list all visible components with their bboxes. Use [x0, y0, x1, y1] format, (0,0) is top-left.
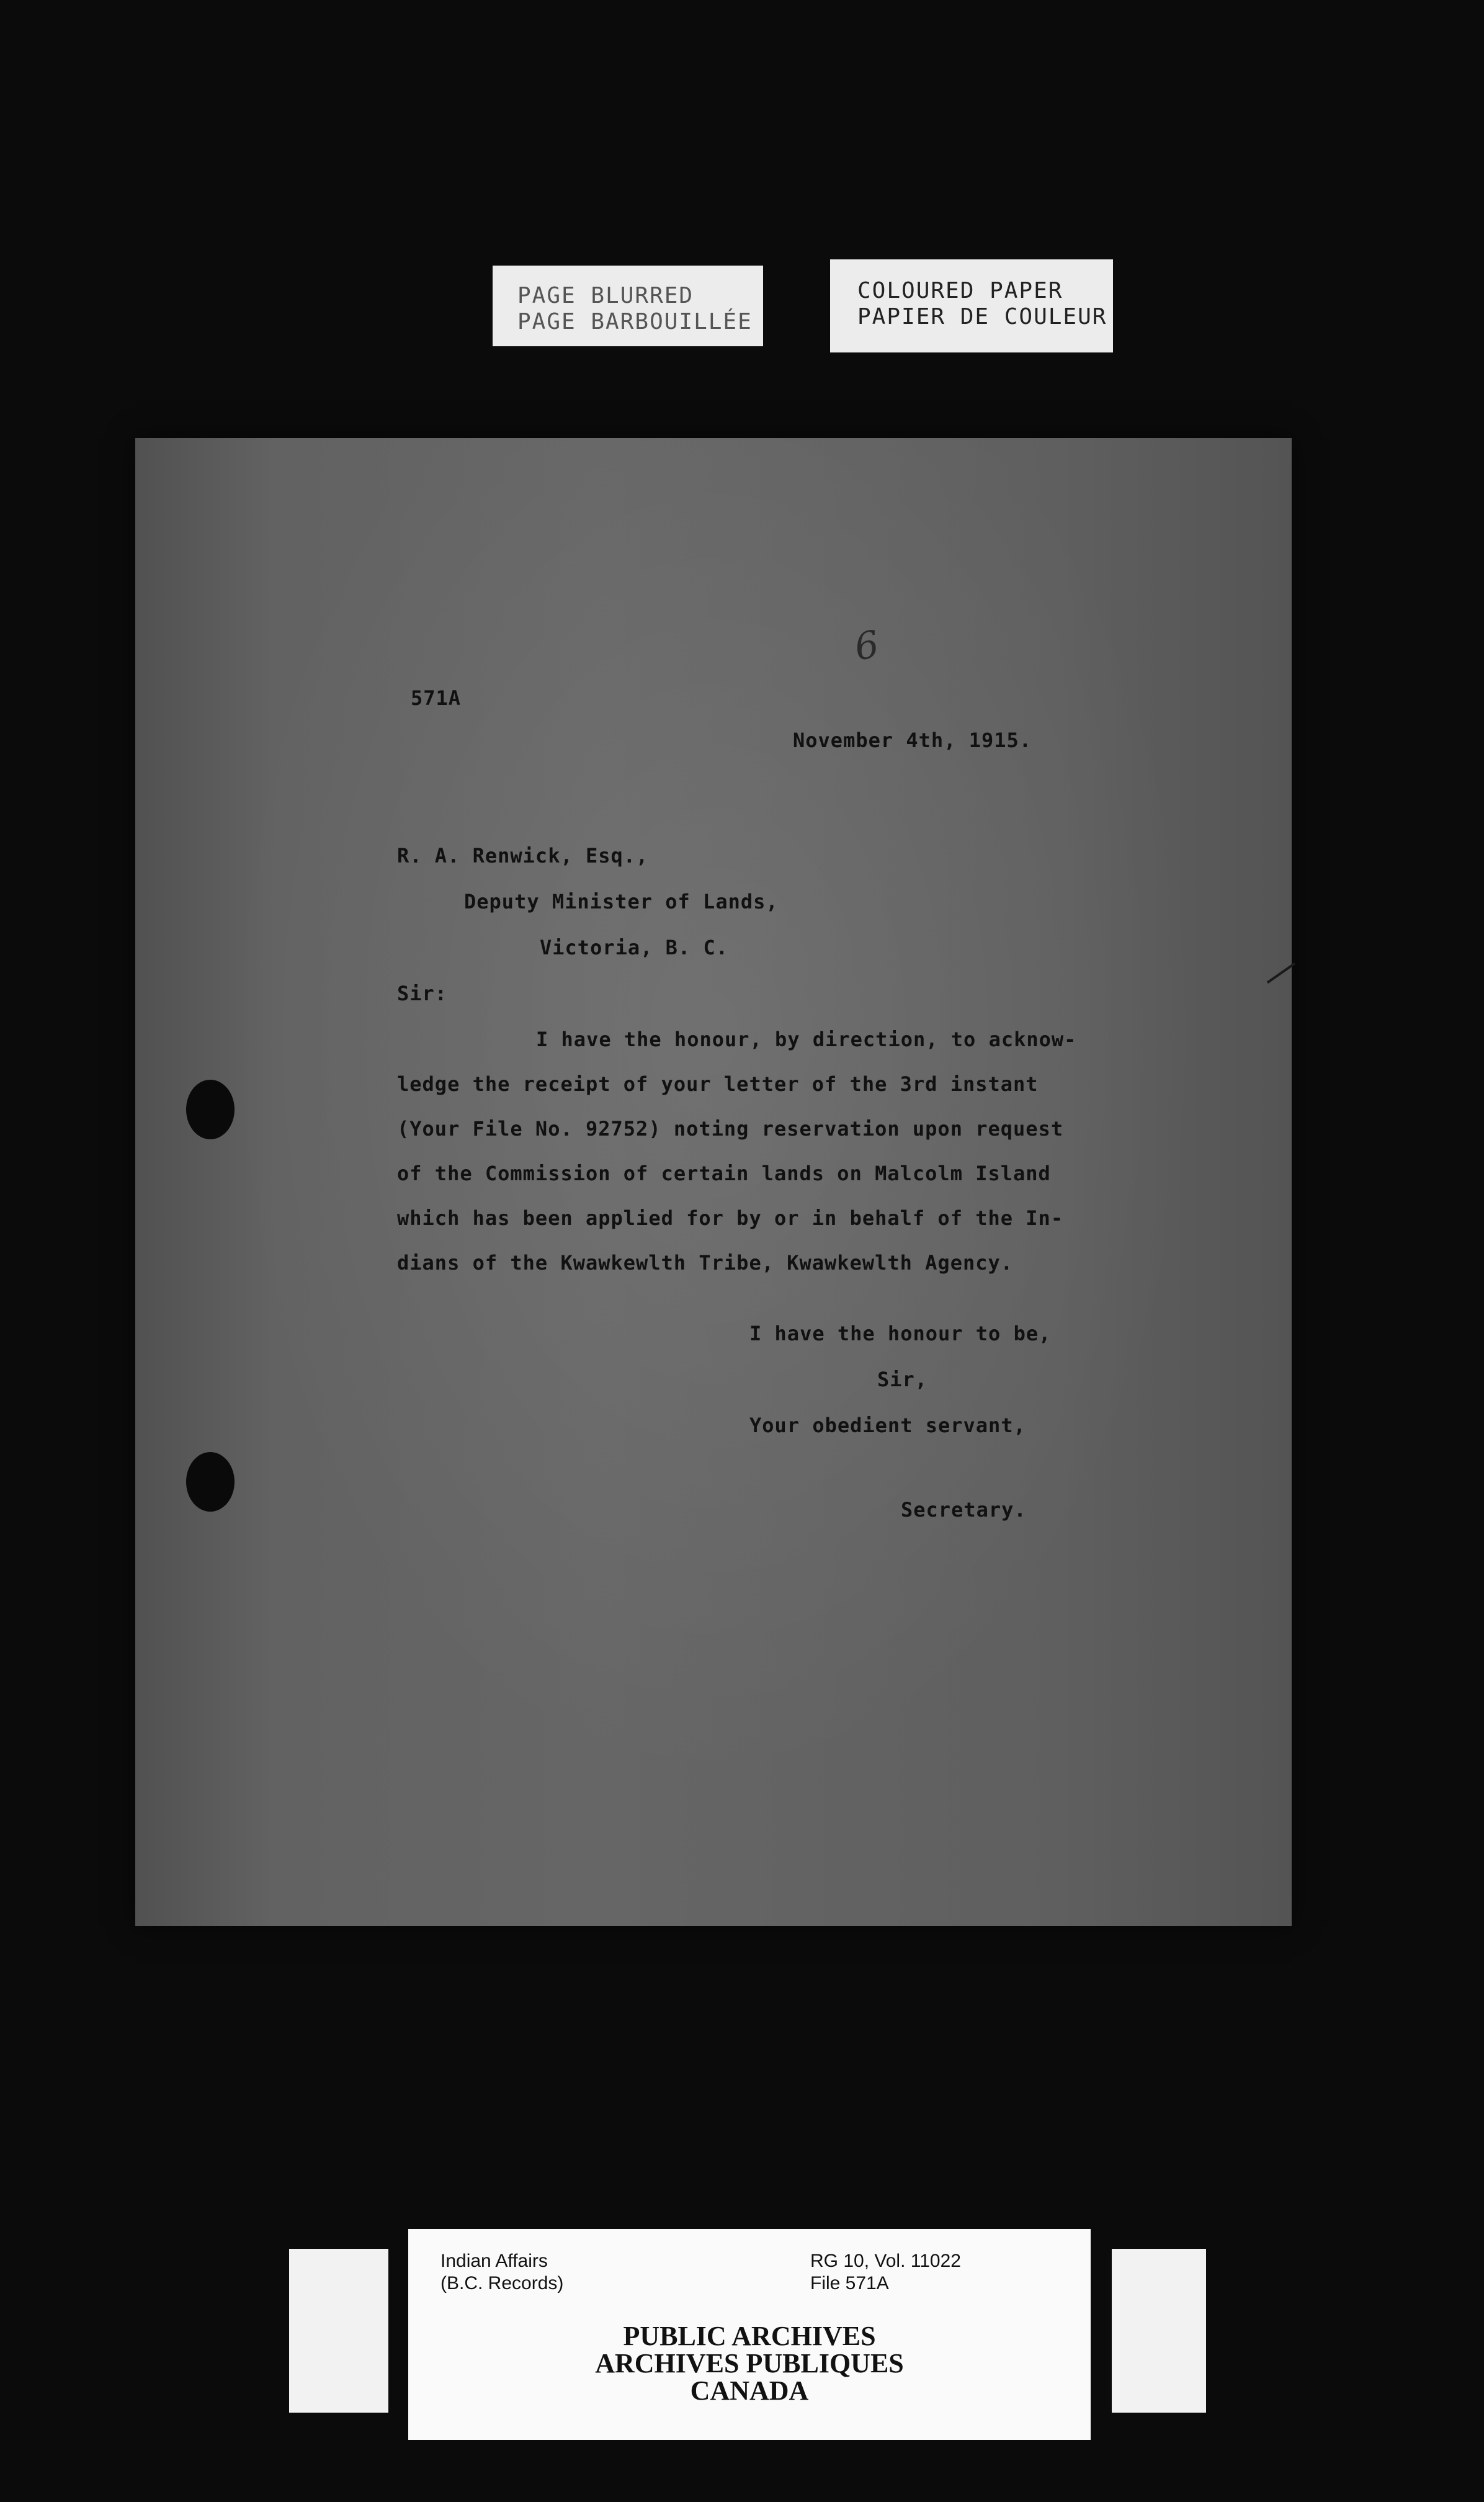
archive-slip-right-tab [1112, 2249, 1206, 2413]
label-line: PAPIER DE COULEUR [857, 304, 1107, 330]
recipient-place: Victoria, B. C. [540, 936, 728, 959]
closing-line: I have the honour to be, [749, 1322, 1052, 1345]
label-line: PAGE BARBOUILLÉE [517, 309, 753, 334]
punch-hole [186, 1452, 235, 1512]
body-line: dians of the Kwawkewlth Tribe, Kwawkewlth Agency. [397, 1251, 1014, 1275]
label-line: COLOURED PAPER [857, 278, 1063, 303]
archive-country: CANADA [690, 2375, 809, 2406]
salutation: Sir: [397, 982, 448, 1005]
body-line: of the Commission of certain lands on Malcolm Island [397, 1162, 1051, 1185]
letter-page [135, 438, 1292, 1926]
body-line: (Your File No. 92752) noting reservation upon request [397, 1117, 1064, 1141]
letter-date: November 4th, 1915. [793, 729, 1032, 752]
letter-body [397, 1028, 1129, 1296]
closing-line: Your obedient servant, [749, 1414, 1026, 1437]
body-line: ledge the receipt of your letter of the 3rd instant [397, 1072, 1039, 1096]
page-blurred-label [493, 266, 763, 346]
file-reference: 571A [411, 686, 462, 710]
handwritten-mark: 6 [851, 622, 882, 670]
archive-volume: RG 10, Vol. 11022 [810, 2251, 961, 2271]
punch-hole [186, 1080, 235, 1139]
coloured-paper-label [830, 259, 1113, 352]
recipient-title: Deputy Minister of Lands, [464, 890, 779, 913]
archive-series: (B.C. Records) [440, 2273, 564, 2294]
archive-slip [408, 2229, 1091, 2440]
signature-title: Secretary. [901, 1498, 1027, 1522]
archive-name-fr: ARCHIVES PUBLIQUES [595, 2348, 904, 2379]
archive-department: Indian Affairs [440, 2251, 548, 2271]
recipient-name: R. A. Renwick, Esq., [397, 844, 649, 868]
body-line: which has been applied for by or in behalf of the In- [397, 1206, 1064, 1230]
archive-slip-left-tab [289, 2249, 388, 2413]
label-line: PAGE BLURRED [517, 283, 694, 308]
pencil-tick-mark [1267, 962, 1296, 984]
archive-file: File 571A [810, 2273, 889, 2294]
archive-name-en: PUBLIC ARCHIVES [623, 2321, 876, 2351]
body-line: I have the honour, by direction, to acknow- [536, 1028, 1077, 1051]
closing-line: Sir, [877, 1368, 928, 1391]
